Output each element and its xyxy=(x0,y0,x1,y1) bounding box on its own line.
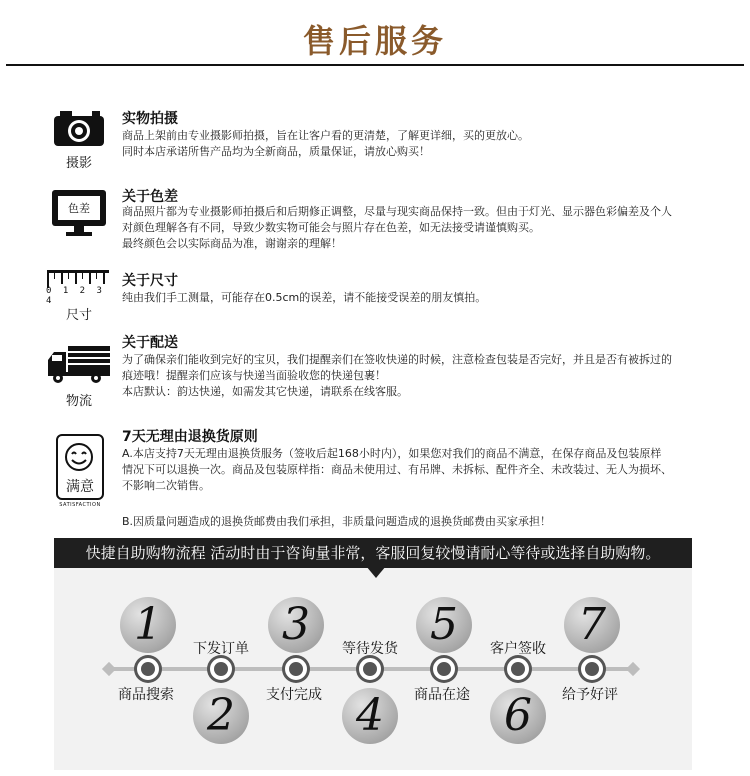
section-text-delivery xyxy=(122,352,712,400)
step-label-2: 下发订单 xyxy=(193,641,249,657)
text-line: 对颜色理解各有不同，导致少数实物可能会与照片存在色差，如无法接受请谨慎购买。 xyxy=(122,221,540,234)
step-node-2 xyxy=(210,658,232,680)
text-line: 同时本店承诺所售产品均为全新商品，质量保证，请放心购买！ xyxy=(122,145,430,158)
step-node-7 xyxy=(581,658,603,680)
text-line: 为了确保亲们能收到完好的宝贝，我们提醒亲们在签收快递的时候，注意检查包装是否完好，并且是否有被拆过的 xyxy=(122,353,672,366)
section-title-size: 关于尺寸 xyxy=(122,273,178,289)
monitor-icon xyxy=(50,188,108,238)
camera-icon-label: 摄影 xyxy=(66,156,93,171)
section-title-return: 7天无理由退换货原则 xyxy=(122,429,258,445)
step-node-1 xyxy=(137,658,159,680)
monitor-icon-text: 色差 xyxy=(68,202,90,215)
text-line: 痕迹哦！提醒亲们应该与快递当面验收您的快递包裹！ xyxy=(122,369,386,382)
text-line: 商品照片都为专业摄影师拍摄后和后期修正调整，尽量与现实商品保持一致。但由于灯光、显示器色彩偏差及个人 xyxy=(122,205,672,218)
text-line: 情况下可以退换一次。商品及包装原样指：商品未使用过、有吊牌、未拆标、配件齐全、未改装过、无人为损坏、 xyxy=(122,463,672,476)
section-title-delivery: 关于配送 xyxy=(122,335,178,351)
step-node-6 xyxy=(507,658,529,680)
section-title-photo: 实物拍摄 xyxy=(122,111,178,127)
section-title-color: 关于色差 xyxy=(122,189,178,205)
text-line: 商品上架前由专业摄影师拍摄，旨在让客户看的更清楚，了解更详细，买的更放心。 xyxy=(122,129,529,142)
text-line: 不影响二次销售。 xyxy=(122,479,210,492)
step-number-2: 2 xyxy=(193,688,249,744)
ruler-ticks: 0 1 2 3 4 xyxy=(46,286,105,306)
step-number-5: 5 xyxy=(416,597,472,653)
title-divider xyxy=(6,64,744,66)
step-node-5 xyxy=(433,658,455,680)
step-number-6: 6 xyxy=(490,688,546,744)
flow-header-notch xyxy=(366,566,386,578)
smiley-icon-text: 满意 xyxy=(66,479,94,495)
step-number-1: 1 xyxy=(120,597,176,653)
text-line: 本店默认：韵达快递，如需发其它快递，请联系在线客服。 xyxy=(122,385,408,398)
section-text-return xyxy=(122,446,712,494)
flow-header: 快捷自助购物流程 活动时由于咨询量非常，客服回复较慢请耐心等待或选择自助购物。 xyxy=(54,538,692,568)
truck-icon-label: 物流 xyxy=(66,394,93,409)
text-line: 最终颜色会以实际商品为准，谢谢亲的理解！ xyxy=(122,237,342,250)
step-label-5: 商品在途 xyxy=(414,687,470,703)
smiley-icon-subtext: SATISFACTION xyxy=(59,502,101,508)
text-line: 纯由我们手工测量，可能存在0.5cm的误差，请不能接受误差的朋友慎拍。 xyxy=(122,291,487,304)
section-text-photo xyxy=(122,128,712,160)
step-label-6: 客户签收 xyxy=(490,641,546,657)
section-note-return: B.因质量问题造成的退换货邮费由我们承担，非质量问题造成的退换货邮费由买家承担！ xyxy=(122,515,552,528)
step-number-7: 7 xyxy=(564,597,620,653)
ruler-icon-label: 尺寸 xyxy=(66,308,93,323)
section-text-color xyxy=(122,204,712,252)
smiley-icon xyxy=(52,434,106,514)
page-title: 售后服务 xyxy=(302,22,447,60)
step-label-7: 给予好评 xyxy=(562,687,618,703)
section-text-size xyxy=(122,290,712,306)
step-label-4: 等待发货 xyxy=(342,641,398,657)
step-node-4 xyxy=(359,658,381,680)
step-number-4: 4 xyxy=(342,688,398,744)
ruler-icon xyxy=(46,268,110,306)
step-label-1: 商品搜索 xyxy=(118,687,174,703)
step-number-3: 3 xyxy=(268,597,324,653)
step-label-3: 支付完成 xyxy=(266,687,322,703)
truck-icon xyxy=(46,344,112,384)
step-node-3 xyxy=(285,658,307,680)
text-line: A.本店支持7天无理由退换货服务（签收后起168小时内），如果您对我们的商品不满意，在保存商品及包装原样 xyxy=(122,447,662,460)
